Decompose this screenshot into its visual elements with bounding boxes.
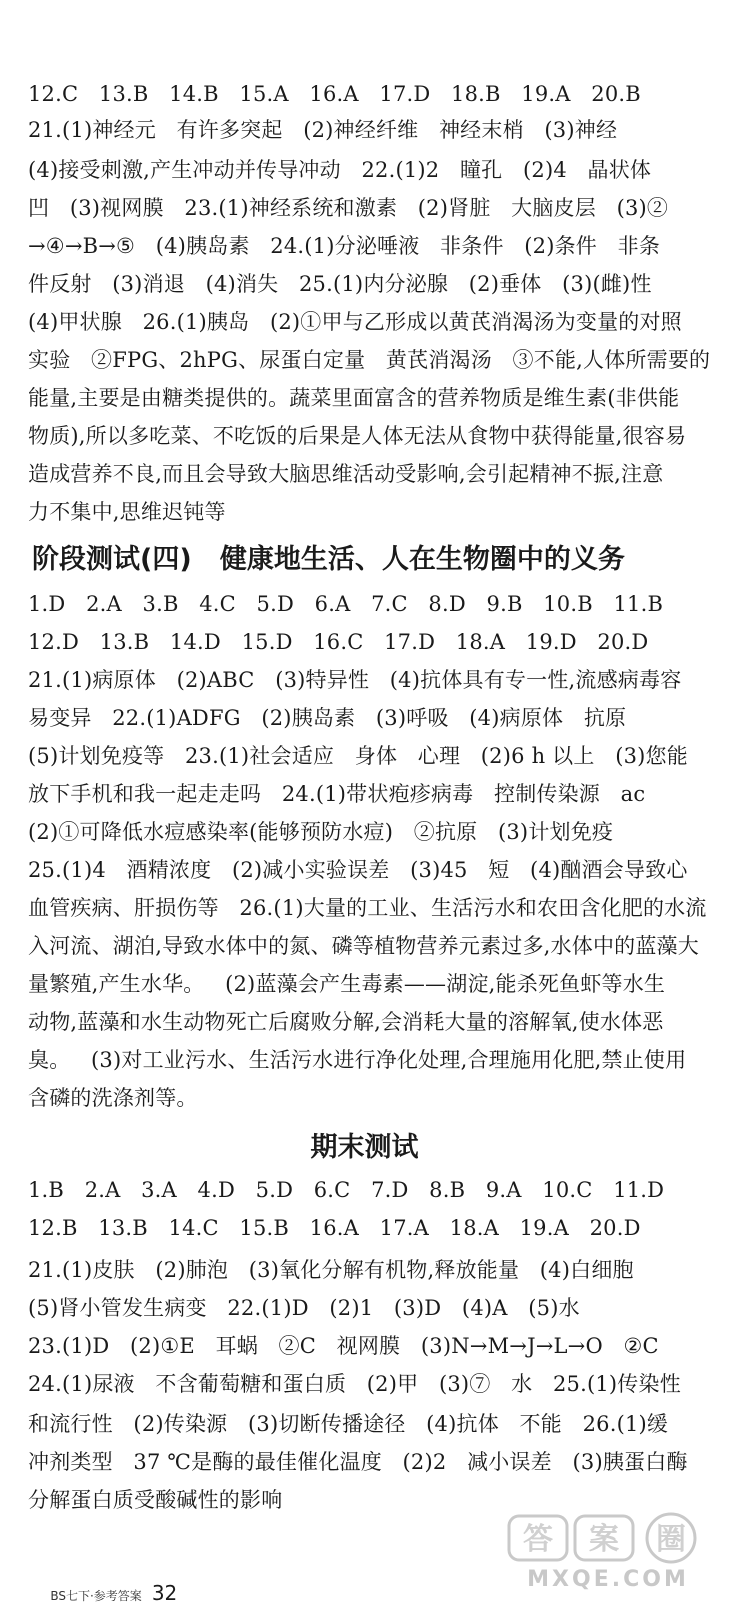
page-number: 32 — [151, 1581, 178, 1605]
answer-line: 23.(1)D (2)①E 耳蜗 ②C 视网膜 (3)N→M→J→L→O ②C — [28, 1334, 659, 1358]
page-footer — [30, 1562, 177, 1624]
answer-line: 冲剂类型 37 ℃是酶的最佳催化温度 (2)2 减小误差 (3)胰蛋白酶 — [28, 1450, 688, 1474]
answer-line: (4)接受刺激,产生冲动并传导冲动 22.(1)2 瞳孔 (2)4 晶状体 — [28, 158, 652, 182]
answer-line: 21.(1)神经元 有许多突起 (2)神经纤维 神经末梢 (3)神经 — [28, 118, 618, 142]
answer-line: 臭。 (3)对工业污水、生活污水进行净化处理,合理施用化肥,禁止使用 — [28, 1048, 687, 1072]
svg-text:案: 案 — [589, 1522, 619, 1557]
svg-text:圈: 圈 — [656, 1522, 686, 1557]
answer-line: 物质),所以多吃菜、不吃饭的后果是人体无法从食物中获得能量,很容易 — [28, 424, 687, 448]
answer-line: 能量,主要是由糖类提供的。蔬菜里面富含的营养物质是维生素(非供能 — [28, 386, 680, 410]
answer-line: 21.(1)病原体 (2)ABC (3)特异性 (4)抗体具有专一性,流感病毒容 — [28, 668, 682, 692]
answer-line: 血管疾病、肝损伤等 26.(1)大量的工业、生活污水和农田含化肥的水流 — [28, 896, 707, 920]
answer-line: (2)①可降低水痘感染率(能够预防水痘) ②抗原 (3)计划免疫 — [28, 820, 614, 844]
final-exam-heading: 期末测试 — [310, 1132, 419, 1163]
answer-line: (5)计划免疫等 23.(1)社会适应 身体 心理 (2)6 h 以上 (3)您能 — [28, 744, 688, 768]
answer-line: 易变异 22.(1)ADFG (2)胰岛素 (3)呼吸 (4)病原体 抗原 — [28, 706, 627, 730]
answer-line: (4)甲状腺 26.(1)胰岛 (2)①甲与乙形成以黄芪消渴汤为变量的对照 — [28, 310, 682, 334]
section4-heading: 阶段测试(四) 健康地生活、人在生物圈中的义务 — [32, 544, 625, 575]
answer-line: 实验 ②FPG、2hPG、尿蛋白定量 黄芪消渴汤 ③不能,人体所需要的 — [28, 348, 711, 372]
answer-line: 12.D 13.B 14.D 15.D 16.C 17.D 18.A 19.D 20.D — [28, 630, 649, 654]
answer-line: 量繁殖,产生水华。 (2)蓝藻会产生毒素——湖淀,能杀死鱼虾等水生 — [28, 972, 666, 996]
answer-line: 入河流、湖泊,导致水体中的氮、磷等植物营养元素过多,水体中的蓝藻大 — [28, 934, 699, 958]
svg-text:答: 答 — [523, 1522, 553, 1557]
answer-line: 12.C 13.B 14.B 15.A 16.A 17.D 18.B 19.A 20.B — [28, 82, 641, 106]
answer-line: 24.(1)尿液 不含葡萄糖和蛋白质 (2)甲 (3)⑦ 水 25.(1)传染性 — [28, 1372, 681, 1396]
answer-line: 造成营养不良,而且会导致大脑思维活动受影响,会引起精神不振,注意 — [28, 462, 664, 486]
footer-label: BS七下·参考答案 — [50, 1589, 142, 1603]
answer-line: 件反射 (3)消退 (4)消失 25.(1)内分泌腺 (2)垂体 (3)(雌)性 — [28, 272, 652, 296]
answer-line: 和流行性 (2)传染源 (3)切断传播途径 (4)抗体 不能 26.(1)缓 — [28, 1412, 669, 1436]
answer-line: 12.B 13.B 14.C 15.B 16.A 17.A 18.A 19.A 20.D — [28, 1216, 641, 1240]
answer-line: 25.(1)4 酒精浓度 (2)减小实验误差 (3)45 短 (4)酗酒会导致心 — [28, 858, 688, 882]
answer-line: 1.B 2.A 3.A 4.D 5.D 6.C 7.D 8.B 9.A 10.C 11.D — [28, 1178, 665, 1202]
answer-line: →④→B→⑤ (4)胰岛素 24.(1)分泌唾液 非条件 (2)条件 非条 — [28, 234, 661, 258]
watermark-logo — [503, 1512, 713, 1592]
answer-line: 放下手机和我一起走走吗 24.(1)带状疱疹病毒 控制传染源 ac — [28, 782, 646, 806]
answer-line: 动物,蓝藻和水生动物死亡后腐败分解,会消耗大量的溶解氧,使水体恶 — [28, 1010, 664, 1034]
answer-line: 21.(1)皮肤 (2)肺泡 (3)氧化分解有机物,释放能量 (4)白细胞 — [28, 1258, 634, 1282]
answer-line: (5)肾小管发生病变 22.(1)D (2)1 (3)D (4)A (5)水 — [28, 1296, 580, 1320]
answer-line: 凹 (3)视网膜 23.(1)神经系统和激素 (2)肾脏 大脑皮层 (3)② — [28, 196, 669, 220]
answer-line: 力不集中,思维迟钝等 — [28, 500, 226, 524]
answer-line: 含磷的洗涤剂等。 — [28, 1086, 198, 1110]
svg-text:MXQE.COM: MXQE.COM — [527, 1567, 689, 1592]
answer-line: 分解蛋白质受酸碱性的影响 — [28, 1488, 283, 1512]
answer-line: 1.D 2.A 3.B 4.C 5.D 6.A 7.C 8.D 9.B 10.B 11.B — [28, 592, 664, 616]
